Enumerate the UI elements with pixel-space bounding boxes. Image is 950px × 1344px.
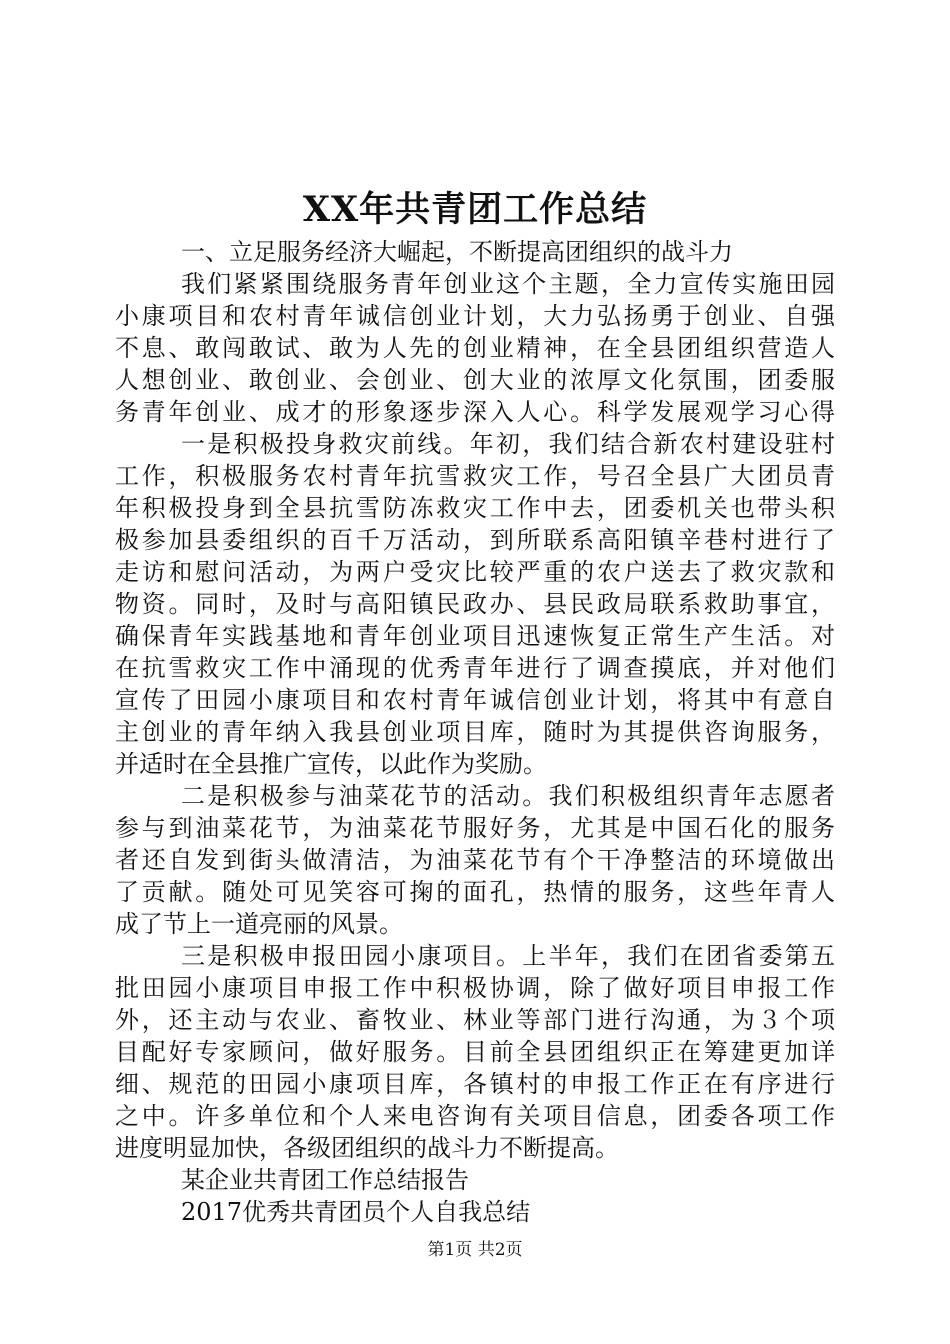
paragraph-line: 务青年创业、成才的形象逐步深入人心。科学发展观学习心得 — [115, 398, 835, 426]
paragraph-line: 不息、敢闯敢试、敢为人先的创业精神，在全县团组织营造人 — [115, 334, 835, 362]
paragraph-line: 了贡献。随处可见笑容可掬的面孔，热情的服务，这些年青人 — [115, 878, 835, 906]
paragraph-line: 参与到油菜花节，为油菜花节服好务，尤其是中国石化的服务 — [115, 814, 835, 842]
paragraph-line: 目配好专家顾问，做好服务。目前全县团组织正在筹建更加详 — [115, 1038, 835, 1066]
paragraph-line: 工作，积极服务农村青年抗雪救灾工作，号召全县广大团员青 — [115, 462, 835, 490]
paragraph-line: 一是积极投身救灾前线。年初，我们结合新农村建设驻村 — [181, 430, 835, 458]
paragraph-line: 确保青年实践基地和青年创业项目迅速恢复正常生产生活。对 — [115, 622, 835, 650]
paragraph-1 — [115, 268, 835, 428]
paragraph-line: 三是积极申报田园小康项目。上半年，我们在团省委第五 — [181, 942, 835, 970]
paragraph-line: 二是积极参与油菜花节的活动。我们积极组织青年志愿者 — [181, 782, 835, 810]
document-title: XX年共青团工作总结 — [302, 189, 648, 230]
paragraph-line: 物资。同时，及时与高阳镇民政办、县民政局联系救助事宜， — [115, 590, 835, 618]
paragraph-line: 宣传了田园小康项目和农村青年诚信创业计划，将其中有意自 — [115, 686, 835, 714]
paragraph-line: 我们紧紧围绕服务青年创业这个主题，全力宣传实施田园 — [181, 270, 835, 298]
paragraph-line: 并适时在全县推广宣传，以此作为奖励。 — [115, 750, 547, 778]
paragraph-line: 极参加县委组织的百千万活动，到所联系高阳镇辛巷村进行了 — [115, 526, 835, 554]
paragraph-line: 者还自发到街头做清洁，为油菜花节有个干净整洁的环境做出 — [115, 846, 835, 874]
related-link-2[interactable]: 2017优秀共青团员个人自我总结 — [181, 1198, 531, 1226]
paragraph-2 — [115, 428, 835, 780]
page-indicator: 第1页 共2页 — [427, 1240, 523, 1260]
paragraph-line: 之中。许多单位和个人来电咨询有关项目信息，团委各项工作 — [115, 1102, 835, 1130]
document-body — [115, 236, 835, 1228]
paragraph-line: 外，还主动与农业、畜牧业、林业等部门进行沟通，为３个项 — [115, 1006, 835, 1034]
paragraph-line: 进度明显加快，各级团组织的战斗力不断提高。 — [115, 1134, 619, 1162]
paragraph-line: 人想创业、敢创业、会创业、创大业的浓厚文化氛围，团委服 — [115, 366, 835, 394]
paragraph-line: 主创业的青年纳入我县创业项目库，随时为其提供咨询服务， — [115, 718, 835, 746]
paragraph-line: 成了节上一道亮丽的风景。 — [115, 910, 403, 938]
paragraph-line: 走访和慰问活动，为两户受灾比较严重的农户送去了救灾款和 — [115, 558, 835, 586]
paragraph-3 — [115, 780, 835, 940]
paragraph-4 — [115, 940, 835, 1164]
paragraph-line: 批田园小康项目申报工作中积极协调，除了做好项目申报工作 — [115, 974, 835, 1002]
paragraph-line: 小康项目和农村青年诚信创业计划，大力弘扬勇于创业、自强 — [115, 302, 835, 330]
paragraph-line: 年积极投身到全县抗雪防冻救灾工作中去，团委机关也带头积 — [115, 494, 835, 522]
section-heading: 一、立足服务经济大崛起，不断提高团组织的战斗力 — [181, 238, 733, 266]
paragraph-line: 在抗雪救灾工作中涌现的优秀青年进行了调查摸底，并对他们 — [115, 654, 835, 682]
related-link-1[interactable]: 某企业共青团工作总结报告 — [181, 1166, 469, 1194]
paragraph-line: 细、规范的田园小康项目库，各镇村的申报工作正在有序进行 — [115, 1070, 835, 1098]
